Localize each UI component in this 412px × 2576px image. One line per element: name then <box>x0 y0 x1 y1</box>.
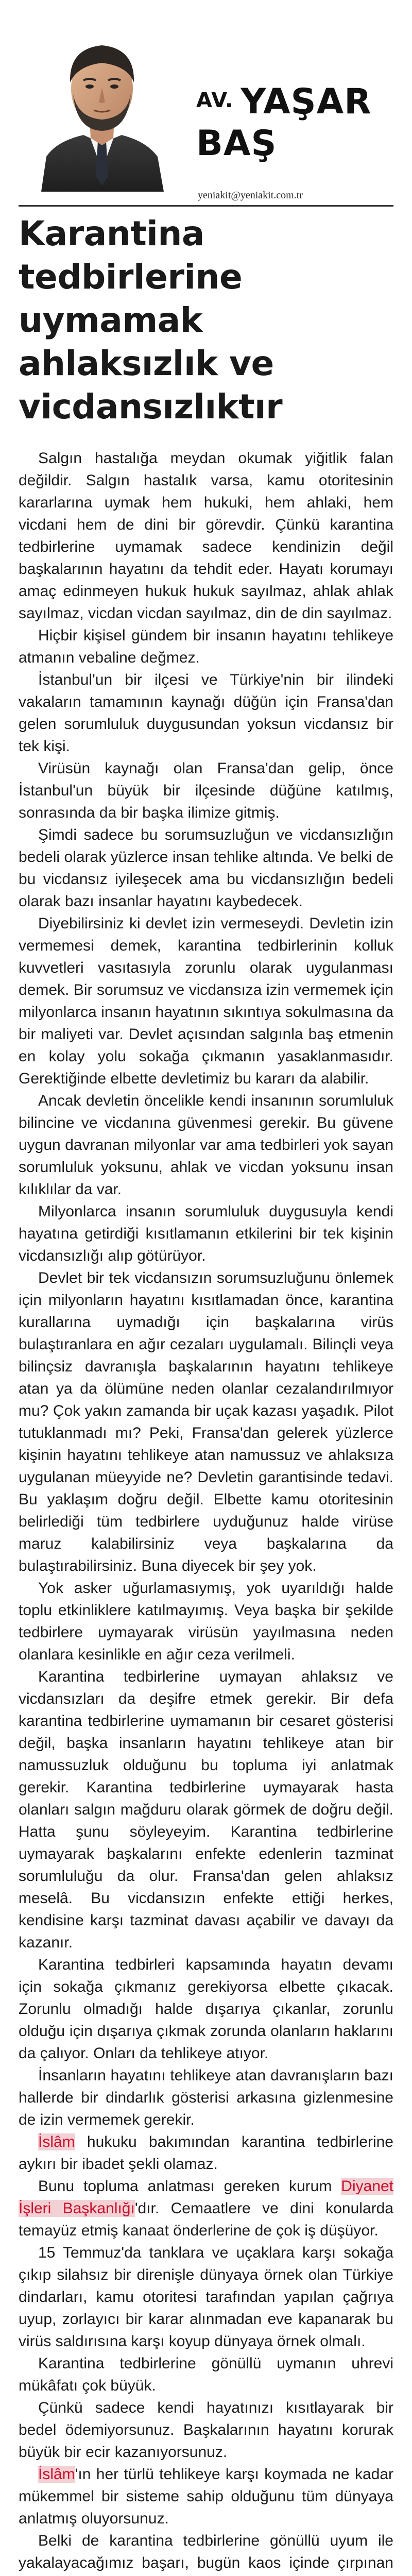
paragraph-text: Milyonlarca insanın sorumluluk duygusuyla kendi hayatına getirdiği kısıtlamanın etkilerini bir tek kişinin vicdansızlığı alıp götürüyor. <box>19 1203 393 1264</box>
paragraph-text: Virüsün kaynağı olan Fransa'dan gelip, önce İstanbul'un büyük bir ilçesinde düğüne katılmış, sonrasında da bir başka ilimize gitmiş. <box>19 760 393 821</box>
article-paragraph <box>19 2463 393 2530</box>
paragraph-text: İstanbul'un bir ilçesi ve Türkiye'nin bir ilindeki vakaların tamamının kaynağı düğün için Fransa'dan gelen sorumluluk duygusundan yoksun vicdansız bir tek kişi. <box>19 671 393 755</box>
article-paragraph <box>19 1200 393 1267</box>
author-photo <box>36 22 167 192</box>
article-paragraph <box>19 2175 393 2242</box>
paragraph-text: Devlet bir tek vicdansızın sorumsuzluğunu önlemek için milyonların hayatını kısıtlamadan önce, karantina kurallarına uymadığı için başkalarına virüs bulaştıranlara en ağır cezaları uygulamalı. Bilinçli veya bilinçsiz davranışla başkalarının hayatını tehlikeye atan ya da ölümüne neden olanlar cezalandırılmıyor mu? Çok yakın zamanda bir uçak kazası yaşadık. Pilot tutuklanmadı mı? Peki, Fransa'dan gelerek yüzlerce kişinin hayatını tehlikeye atan namussuz ve ahlaksıza uygulanan müeyyide ne? Devletin garantisinde tedavi. Bu yaklaşım doğru değil. Elbette kamu otoritesinin belirlediği tüm tedbirlere uyduğunuz halde virüse maruz kalabilirsiniz veya başkalarına da bulaştırabilirsiniz. Buna diyecek bir şey yok. <box>19 1269 393 1574</box>
article-paragraph <box>19 2064 393 2131</box>
article-paragraph <box>19 2530 393 2576</box>
author-header <box>19 0 393 206</box>
article-paragraph <box>19 447 393 624</box>
paragraph-text: Yok asker uğurlamasıymış, yok uyarıldığı halde toplu etkinliklere katılmayımış. Veya başka bir şekilde tedbirlere uymayarak virüsün yayılmasına neden olanlara kesinlikle en ağır ceza verilmeli. <box>19 1580 393 1663</box>
article-paragraph <box>19 824 393 912</box>
paragraph-text: 15 Temmuz'da tanklara ve uçaklara karşı sokağa çıkıp silahsız bir direnişle dünyaya örnek olan Türkiye dindarları, kamu otoritesi tarafından yapılan çağrıya uyup, zorlayıcı bir karar alınmadan eve kapanarak bu virüs saldırısına karşı koyup dünyaya örnek olmalı. <box>19 2244 393 2350</box>
article-paragraph <box>19 2131 393 2175</box>
headline: Karantina tedbirlerine uymamak ahlaksızlık ve vicdansızlıktır <box>19 214 283 427</box>
highlighted-term: İslâm <box>38 2466 75 2483</box>
article-column <box>19 0 393 2576</box>
author-name <box>196 81 372 164</box>
paragraph-text: hukuku bakımından karantina tedbirlerine aykırı bir ibadet şekli olamaz. <box>19 2133 393 2173</box>
paragraph-text: Çünkü sadece kendi hayatınızı kısıtlayarak bir bedel ödemiyorsunuz. Başkalarının hayatını korurak büyük bir ecir kazanıyorsunuz. <box>19 2399 393 2461</box>
article-paragraph <box>19 912 393 1090</box>
article-paragraph <box>19 2352 393 2397</box>
article-paragraph <box>19 1954 393 2064</box>
paragraph-text: Hiçbir kişisel gündem bir insanın hayatını tehlikeye atmanın vebaline değmez. <box>19 627 393 666</box>
highlighted-term: Diyanet İşleri Başkanlığı <box>19 2178 393 2217</box>
author-portrait-icon <box>36 22 167 192</box>
author-email: yeniakit@yeniakit.com.tr <box>198 190 303 201</box>
article-paragraph <box>19 1577 393 1666</box>
article-body <box>19 447 393 2576</box>
paragraph-text: Karantina tedbirlerine gönüllü uymanın uhrevi mükâfatı çok büyük. <box>19 2355 393 2394</box>
paragraph-text: Belki de karantina tedbirlerine gönüllü uyum ile yakalayacağımız başarı, bugün kaos içinde çırpınan <box>19 2532 393 2571</box>
article-paragraph <box>19 1090 393 1200</box>
paragraph-text: 'dır. Cemaatlere ve dini konularda temayüz etmiş kanaat önderlerine de çok iş düşüyor. <box>19 2200 393 2239</box>
paragraph-text: Ancak devletin öncelikle kendi insanının sorumluluk bilincine ve vicdanına güvenmesi gerekir. Bu güvene uygun davranan milyonlar var ama tedbirleri yok sayan sorumluluk yoksunu, ahlak ve vicdan yoksunu insan kılıklılar da var. <box>19 1092 393 1198</box>
header-divider <box>19 205 393 207</box>
paragraph-text: 'ın her türlü tehlikeye karşı koymada ne kadar mükemmel bir sisteme sahip olduğunu tüm dünyaya anlatmış oluyorsunuz. <box>19 2466 393 2527</box>
article-paragraph <box>19 624 393 669</box>
paragraph-text: Salgın hastalığa meydan okumak yiğitlik falan değildir. Salgın hastalık varsa, kamu otoritesinin kararlarına uymak hem hukuki, hem ahlaki, hem vicdani hem de dini bir görevdir. Çünkü karantina tedbirlerine uymamak sadece kendinizin değil başkalarının hayatını da tehdit eder. Hayatı korumayı amaç edinmeyen hukuk hukuk sayılmaz, ahlak ahlak sayılmaz, vicdan vicdan sayılmaz, din de din sayılmaz. <box>19 450 393 622</box>
paragraph-text: Diyebilirsiniz ki devlet izin vermeseydi. Devletin izin vermemesi demek, karantina tedbirlerinin kolluk kuvvetleri vasıtasıyla zorunlu olarak uygulanması demek. Bir sorumsuz ve vicdansıza izin vermemek için milyonlarca insanın hayatının sıkıntıya sokulmasına da bir maliyeti var. Devlet açısından salgınla baş etmenin en kolay yolu sokağa çıkmanın yasaklanmasıdır. Gerektiğinde elbette devletimiz bu kararı da alabilir. <box>19 915 393 1087</box>
author-last-name: BAŞ <box>196 123 277 164</box>
article-paragraph <box>19 757 393 824</box>
highlighted-term: İslâm <box>38 2133 75 2150</box>
paragraph-text: Karantina tedbirleri kapsamında hayatın devamı için sokağa çıkmanız gerekiyorsa elbette çıkacak. Zorunlu olmadığı halde dışarıya çıkanlar, zorunlu olduğu için dışarıya çıkmak zorunda olanların haklarını da çalıyor. Onları da tehlikeye atıyor. <box>19 1956 393 2062</box>
author-prefix: AV. <box>196 89 234 112</box>
paragraph-text: İnsanların hayatını tehlikeye atan davranışların bazı hallerde bir dindarlık gösterisi arkasına gizlenmesine de izin vermemek gerekir. <box>19 2067 393 2128</box>
paragraph-text: Şimdi sadece bu sorumsuzluğun ve vicdansızlığın bedeli olarak yüzlerce insan tehlike altında. Ve belki de bu vicdansız iyileşecek ama bu vicdansızlığın bedeli olarak bazı insanlar hayatını kaybedecek. <box>19 826 393 910</box>
article-paragraph <box>19 2397 393 2463</box>
author-first-name: YAŞAR <box>241 81 372 122</box>
article-paragraph <box>19 1666 393 1954</box>
paragraph-text: Karantina tedbirlerine uymayan ahlaksız ve vicdansızları da deşifre etmek gerekir. Bir defa karantina tedbirlerine uymamanın bir cesaret gösterisi değil, başka insanların hayatını tehlikeye atan bir namussuzluk olduğunu bu topluma iyi anlatmak gerekir. Karantina tedbirlerine uymayarak hasta olanları salgın mağduru olarak görmek de doğru değil. Hatta şunu söyleyeyim. Karantina tedbirlerine uymayarak başkalarını enfekte edenlerin tazminat sorumluluğu da olur. Fransa'dan gelen ahlaksız meselâ. Bu vicdansızın enfekte ettiği herkes, kendisine karşı tazminat davası açabilir ve davayı da kazanır. <box>19 1668 393 1951</box>
article-paragraph <box>19 1267 393 1577</box>
paragraph-text: Bunu topluma anlatması gereken kurum <box>38 2178 341 2195</box>
article-paragraph <box>19 669 393 757</box>
article-paragraph <box>19 2242 393 2352</box>
